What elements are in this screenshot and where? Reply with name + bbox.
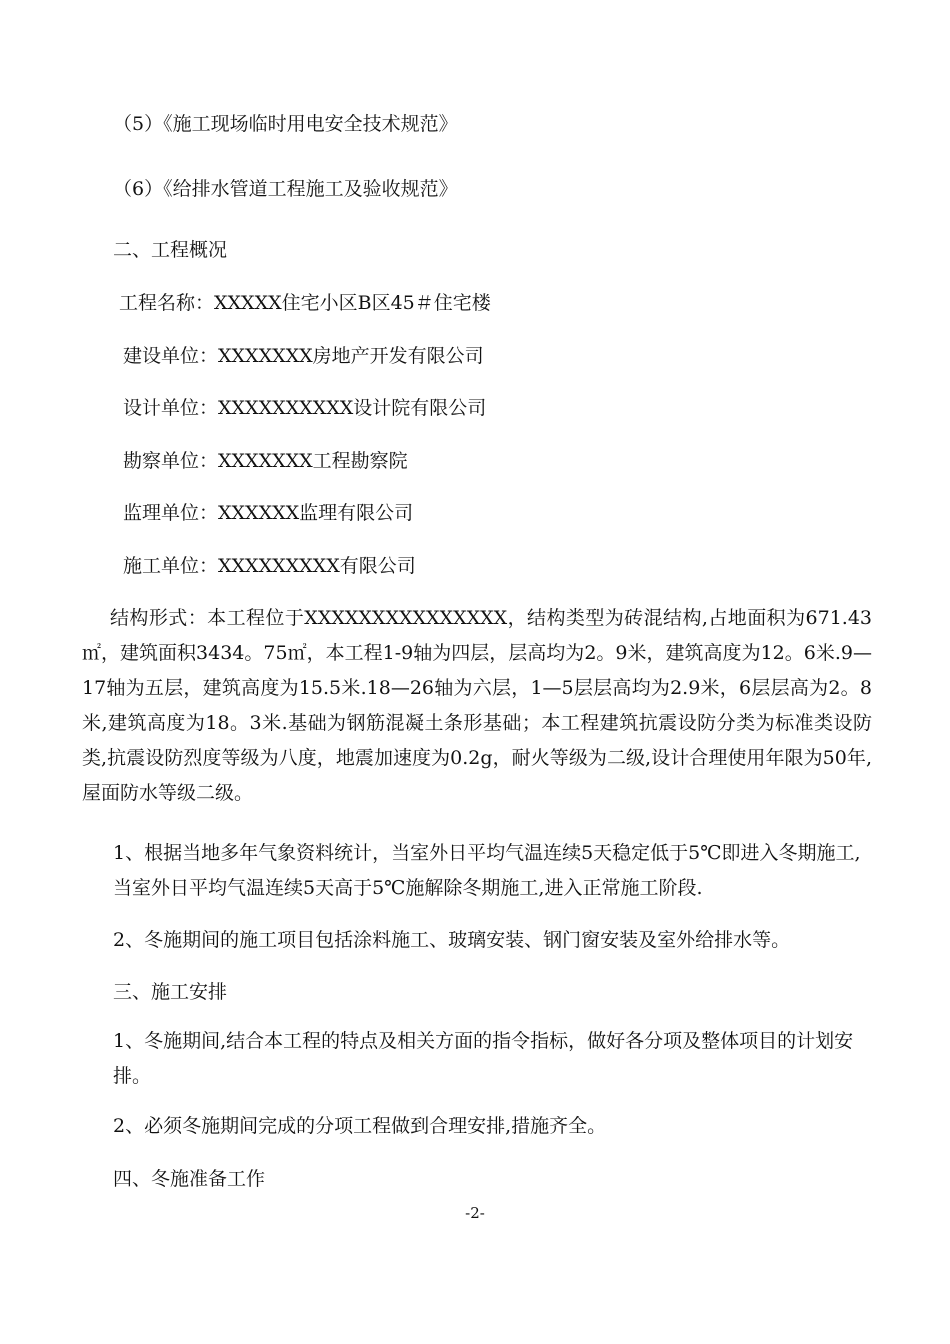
builder-unit-field: 建设单位：XXXXXXX房地产开发有限公司 <box>123 345 484 367</box>
arrangement-point-2: 2、必须冬施期间完成的分项工程做到合理安排,措施齐全。 <box>113 1115 607 1137</box>
design-unit-field: 设计单位：XXXXXXXXXX设计院有限公司 <box>123 397 487 419</box>
winter-construction-point-2: 2、冬施期间的施工项目包括涂料施工、玻璃安装、钢门窗安装及室外给排水等。 <box>113 929 791 951</box>
structure-form-paragraph: 结构形式：本工程位于XXXXXXXXXXXXXXX，结构类型为砖混结构,占地面积为671.43㎡，建筑面积3434。75㎡，本工程1-9轴为四层，层高均为2。9米，建筑高度为12。6米.9—17轴为五层，建筑高度为15.5米.18—26轴为六层，1—5层层高均为2.9米，6层层高为2。8米,建筑高度为18。3米.基础为钢筋混凝土条形基础；本工程建筑抗震设防分类为标准类设防类,抗震设防烈度等级为八度，地震加速度为0.2g，耐火等级为二级,设计合理使用年限为50年,屋面防水等级二级。 <box>82 607 872 804</box>
standard-item-6: （6）《给排水管道工程施工及验收规范》 <box>113 178 458 200</box>
standard-item-5: （5）《施工现场临时用电安全技术规范》 <box>113 113 458 135</box>
page-number: -2- <box>465 1204 485 1222</box>
project-name-field: 工程名称：XXXXX住宅小区B区45＃住宅楼 <box>119 292 491 314</box>
winter-construction-point-1: 1、根据当地多年气象资料统计，当室外日平均气温连续5天稳定低于5℃即进入冬期施工,当室外日平均气温连续5天高于5℃施解除冬期施工,进入正常施工阶段. <box>113 842 861 899</box>
survey-unit-field: 勘察单位：XXXXXXX工程勘察院 <box>123 450 408 472</box>
section-heading-winter-preparation: 四、冬施准备工作 <box>113 1168 266 1190</box>
arrangement-point-1: 1、冬施期间,结合本工程的特点及相关方面的指令指标，做好各分项及整体项目的计划安排。 <box>113 1030 854 1087</box>
construction-unit-field: 施工单位：XXXXXXXXX有限公司 <box>123 555 416 577</box>
section-heading-project-overview: 二、工程概况 <box>113 239 228 261</box>
supervision-unit-field: 监理单位：XXXXXX监理有限公司 <box>123 502 414 524</box>
section-heading-construction-arrangement: 三、施工安排 <box>113 981 228 1003</box>
